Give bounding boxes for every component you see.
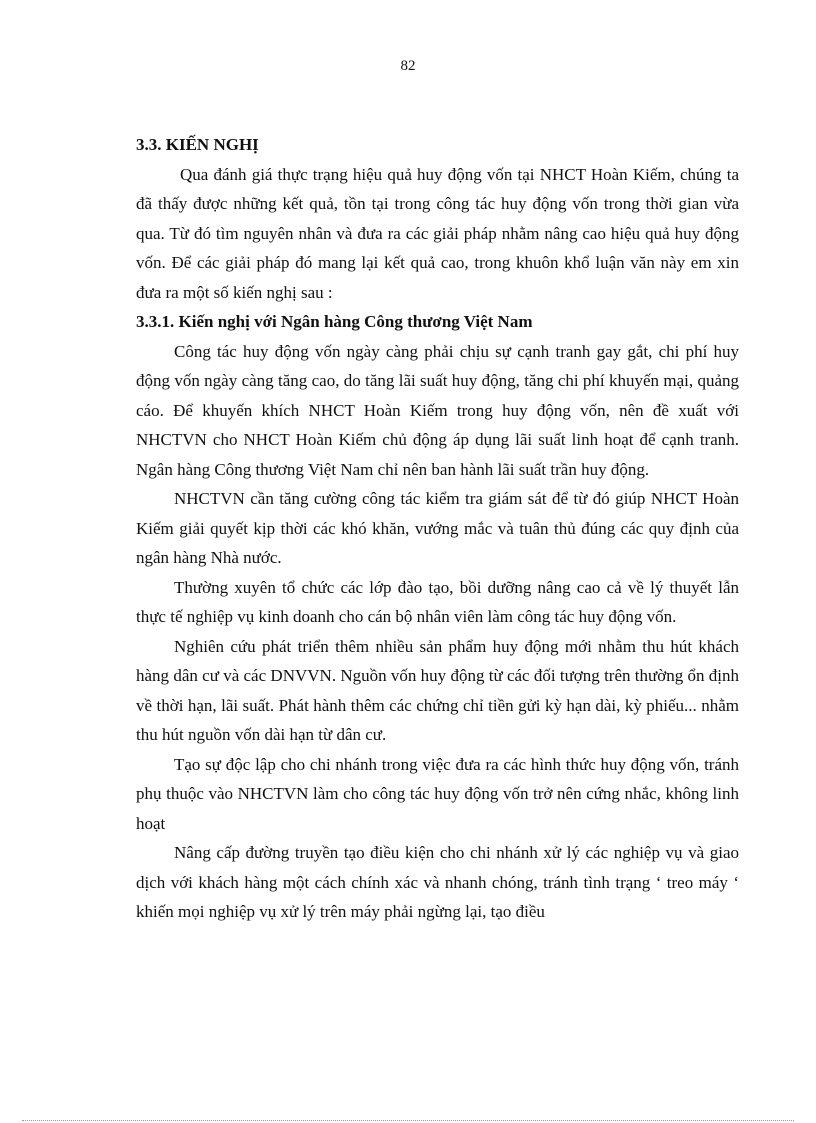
intro-paragraph: Qua đánh giá thực trạng hiệu quả huy động vốn tại NHCT Hoàn Kiếm, chúng ta đã thấy được những kết quả, tồn tại trong công tác huy động vốn trong thời gian vừa qua. Từ đó tìm nguyên nhân và đưa ra các giải pháp nhằm nâng cao hiệu quả huy động vốn. Để các giải pháp đó mang lại kết quả cao, trong khuôn khổ luận văn này em xin đưa ra một số kiến nghị sau : (136, 164, 739, 302)
body-paragraph: NHCTVN cần tăng cường công tác kiểm tra giám sát để từ đó giúp NHCT Hoàn Kiếm giải quyết kịp thời các khó khăn, vướng mắc và tuân thủ đúng các quy định của ngân hàng Nhà nước. (136, 489, 739, 567)
document-body (136, 130, 739, 927)
body-paragraph: Công tác huy động vốn ngày càng phải chịu sự cạnh tranh gay gắt, chi phí huy động vốn ngày càng tăng cao, do tăng lãi suất huy động, tăng chi phí khuyến mại, quảng cáo. Để khuyến khích NHCT Hoàn Kiếm trong huy động vốn, nên đề xuất với NHCTVN cho NHCT Hoàn Kiếm chủ động áp dụng lãi suất linh hoạt để cạnh tranh. Ngân hàng Công thương Việt Nam chỉ nên ban hành lãi suất trần huy động. (136, 341, 739, 479)
footer-divider (22, 1120, 794, 1121)
section-heading: 3.3. KIẾN NGHỊ (136, 135, 259, 154)
subsection-heading: 3.3.1. Kiến nghị với Ngân hàng Công thương Việt Nam (136, 312, 533, 331)
body-paragraph: Thường xuyên tổ chức các lớp đào tạo, bồi dưỡng nâng cao cả về lý thuyết lẫn thực tế nghiệp vụ kinh doanh cho cán bộ nhân viên làm công tác huy động vốn. (136, 577, 739, 626)
page-number: 82 (400, 58, 416, 74)
body-paragraph: Nghiên cứu phát triển thêm nhiều sản phẩm huy động mới nhằm thu hút khách hàng dân cư và các DNVVN. Nguồn vốn huy động từ các đối tượng trên thường ổn định về thời hạn, lãi suất. Phát hành thêm các chứng chỉ tiền gửi kỳ hạn dài, kỳ phiếu... nhằm thu hút nguồn vốn dài hạn từ dân cư. (136, 636, 739, 744)
body-paragraph: Tạo sự độc lập cho chi nhánh trong việc đưa ra các hình thức huy động vốn, tránh phụ thuộc vào NHCTVN làm cho công tác huy động vốn trở nên cứng nhắc, không linh hoạt (136, 754, 739, 833)
body-paragraph: Nâng cấp đường truyền tạo điều kiện cho chi nhánh xử lý các nghiệp vụ và giao dịch với khách hàng một cách chính xác và nhanh chóng, tránh tình trạng ‘ treo máy ‘ khiến mọi nghiệp vụ xử lý trên máy phải ngừng lại, tạo điều (136, 843, 739, 921)
